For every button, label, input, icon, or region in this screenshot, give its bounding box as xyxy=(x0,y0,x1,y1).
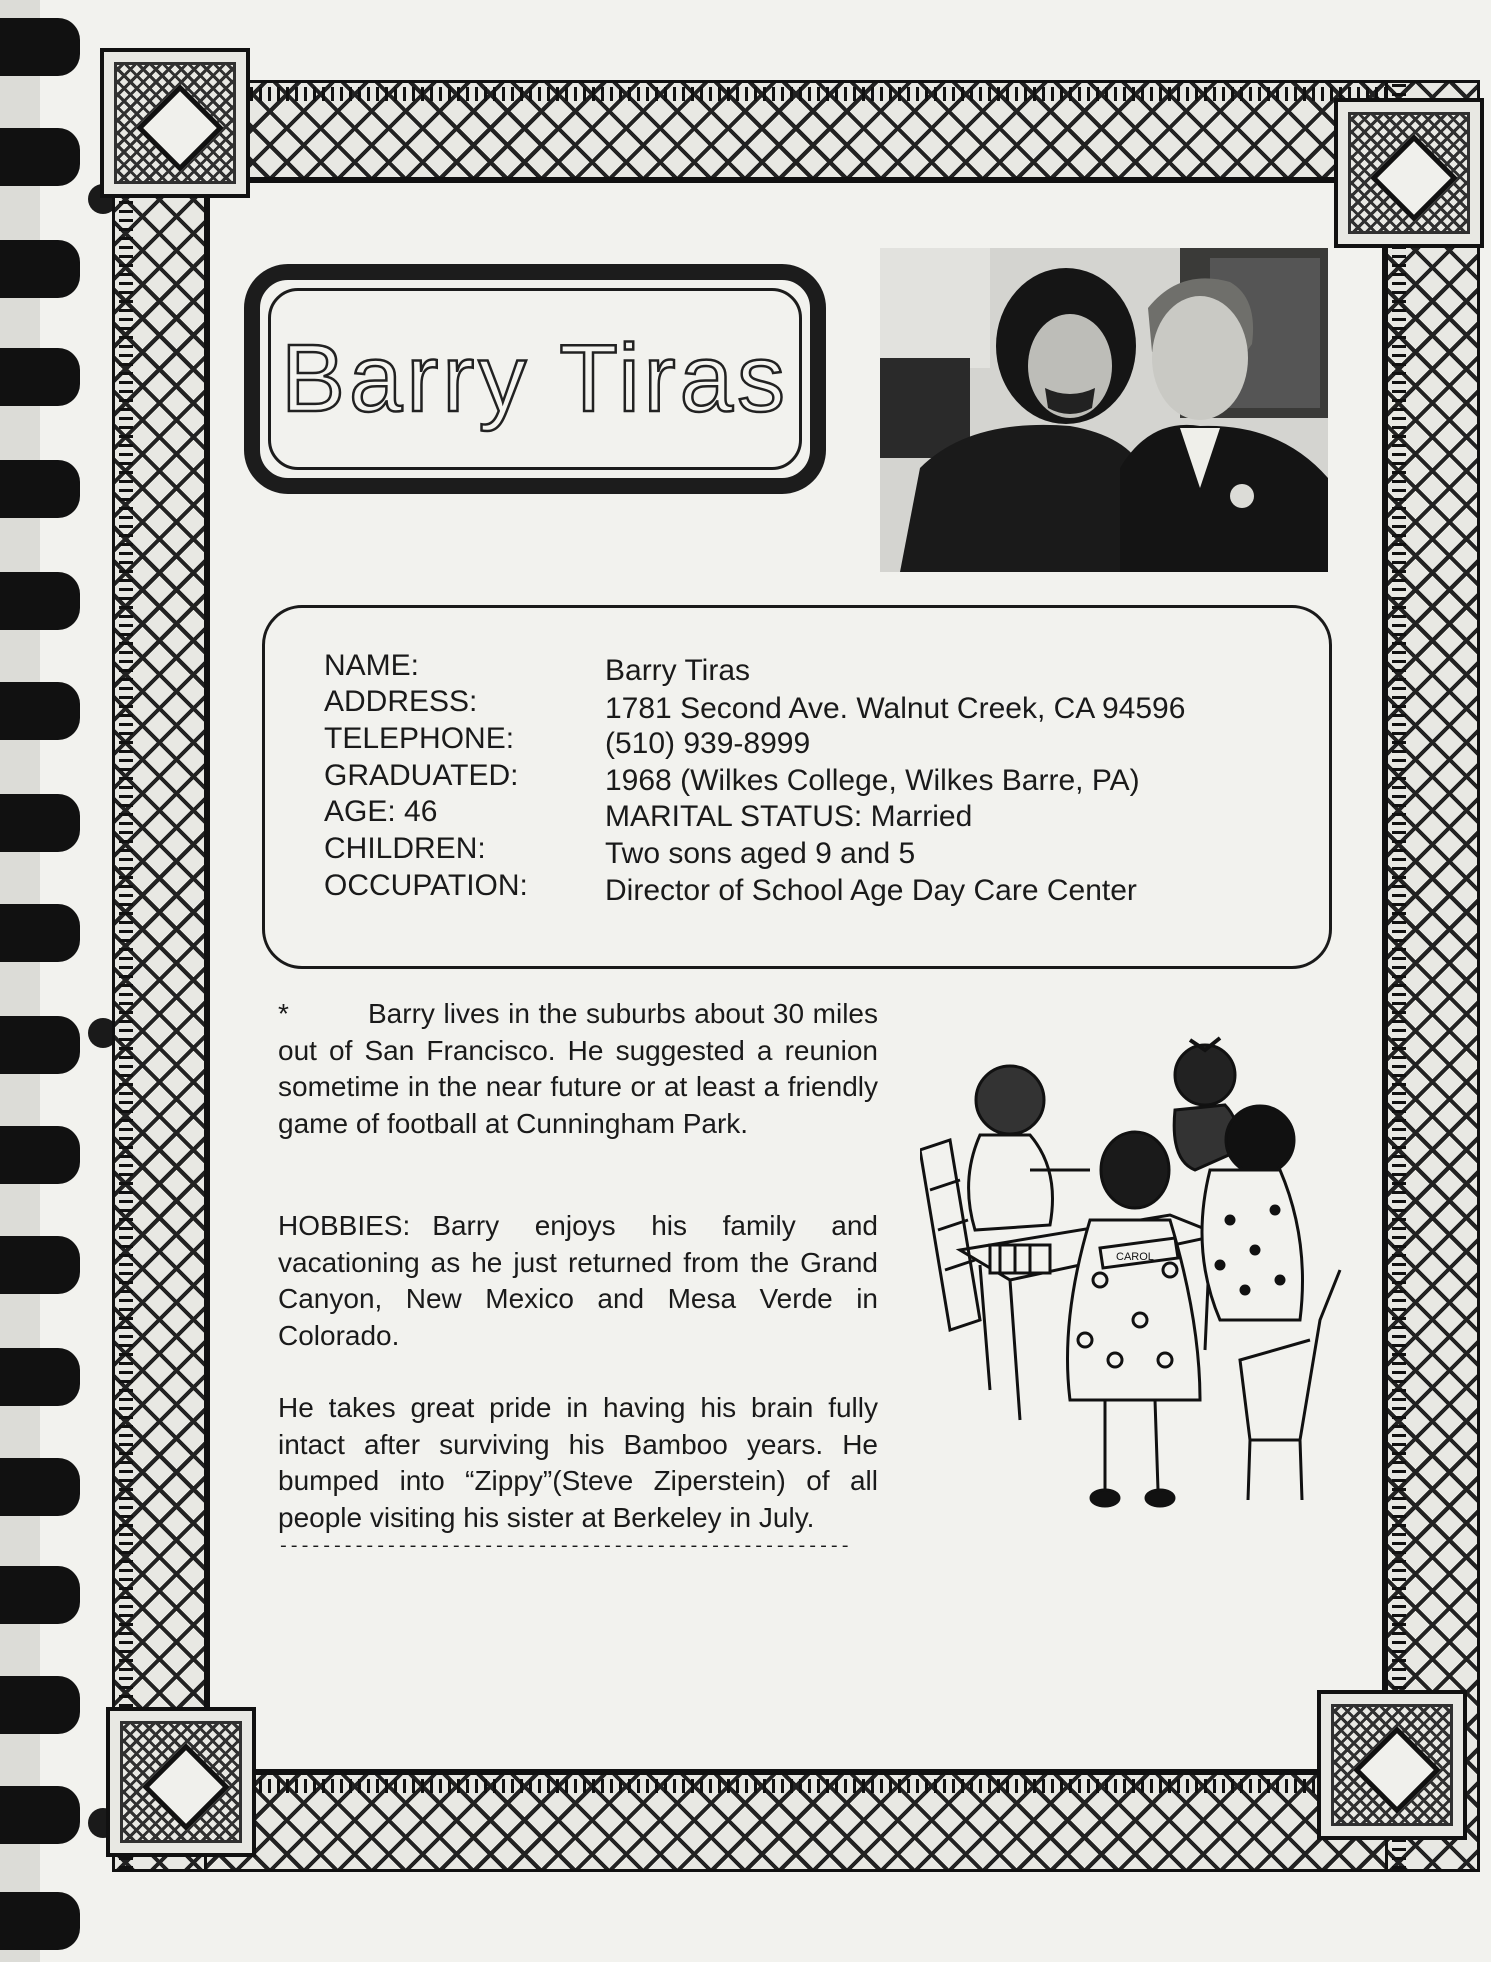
info-value-telephone: (510) 939-8999 xyxy=(605,727,811,760)
info-label-children: CHILDREN: xyxy=(324,832,486,865)
frame-corner-top-left xyxy=(100,48,250,198)
binding-coil xyxy=(0,1236,80,1294)
info-value-graduated: 1968 (Wilkes College, Wilkes Barre, PA) xyxy=(605,764,1140,797)
info-label-telephone: TELEPHONE: xyxy=(324,722,515,755)
paragraph-hobbies xyxy=(278,1208,878,1354)
binding-coil xyxy=(0,1458,80,1516)
info-value-occupation: Director of School Age Day Care Center xyxy=(605,874,1137,907)
binding-coil xyxy=(0,460,80,518)
binding-coil xyxy=(0,1016,80,1074)
info-value-address: 1781 Second Ave. Walnut Creek, CA 94596 xyxy=(605,692,1186,725)
dashed-divider: ----------------------------------------------------- xyxy=(278,1537,851,1557)
binding-coil xyxy=(0,1348,80,1406)
hobbies-label: HOBBIES: xyxy=(278,1210,411,1241)
paragraph-residence-text: Barry lives in the suburbs about 30 miles out of San Francisco. He suggested a reunion sometime in the near future or at least a friendly game of football at Cunningham Park. xyxy=(278,998,878,1139)
binding-coil xyxy=(0,128,80,186)
info-label-name: NAME: xyxy=(324,649,420,682)
info-value-marital-status: MARITAL STATUS: Married xyxy=(605,800,973,833)
binding-coil xyxy=(0,904,80,962)
paragraph-hobbies-text: Barry enjoys his family and vacationing as he just returned from the Grand Canyon, New Mexico and Mesa Verde in Colorado. xyxy=(278,1210,878,1351)
info-value-name: Barry Tiras xyxy=(605,654,751,687)
name-plate xyxy=(244,264,826,494)
children-playing-board-game-icon xyxy=(920,1020,1350,1540)
frame-corner-bottom-right xyxy=(1317,1690,1467,1840)
info-label-graduated: GRADUATED: xyxy=(324,759,519,792)
spiral-binding xyxy=(0,0,90,1962)
info-label-age: AGE: 46 xyxy=(324,795,438,828)
page-title: Barry Tiras xyxy=(280,325,790,432)
info-value-children: Two sons aged 9 and 5 xyxy=(605,837,916,870)
frame-bottom-band xyxy=(112,1772,1480,1872)
binding-coil xyxy=(0,1126,80,1184)
paragraph-residence xyxy=(278,996,878,1142)
binding-coil xyxy=(0,1786,80,1844)
binding-coil xyxy=(0,572,80,630)
binding-coil xyxy=(0,682,80,740)
frame-corner-top-right xyxy=(1334,98,1484,248)
paragraph-marker: * xyxy=(278,998,289,1029)
frame-left-band xyxy=(112,80,207,1872)
paragraph-pride-text: He takes great pride in having his brain fully intact after surviving his Bamboo years. He bumped into “Zippy”(Steve Ziperstein) of all people visiting his sister at Berkeley in July. xyxy=(278,1392,878,1533)
binding-coil xyxy=(0,1676,80,1734)
binding-coil xyxy=(0,1892,80,1950)
frame-corner-bottom-left xyxy=(106,1707,256,1857)
binding-coil xyxy=(0,794,80,852)
binding-coil xyxy=(0,240,80,298)
binding-coil xyxy=(0,348,80,406)
binding-coil xyxy=(0,18,80,76)
binding-coil xyxy=(0,1566,80,1624)
photo-two-men-icon xyxy=(880,248,1328,572)
frame-top-band xyxy=(112,80,1480,180)
info-label-occupation: OCCUPATION: xyxy=(324,869,528,902)
sign-text: CAROL xyxy=(1116,1251,1154,1263)
paragraph-pride xyxy=(278,1390,878,1536)
frame-right-band xyxy=(1385,80,1480,1872)
info-label-address: ADDRESS: xyxy=(324,685,478,718)
